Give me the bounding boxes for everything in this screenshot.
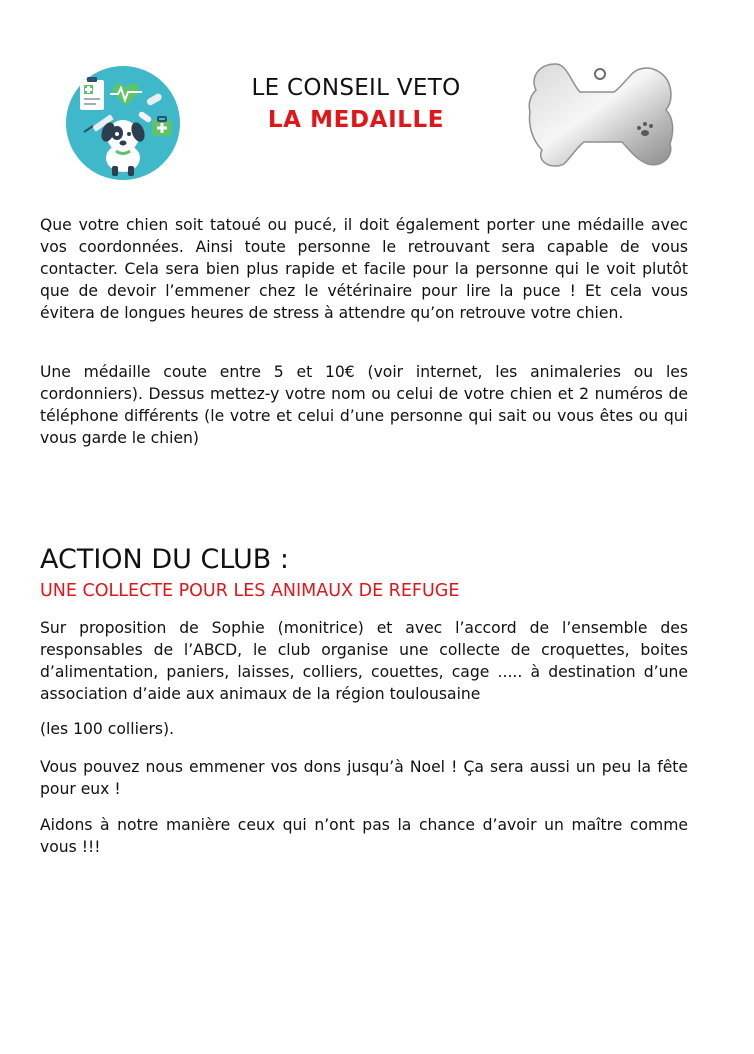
club-section-subtitle: UNE COLLECTE POUR LES ANIMAUX DE REFUGE <box>40 581 460 601</box>
medaille-text-2: Une médaille coute entre 5 et 10€ (voir internet, les animaleries ou les cordonniers). Dessus mettez-y votre nom ou celui de votre chien et 2 numéros de téléphone différents (le votre et celui d’une personne qui sait ou vous êtes ou qui vous garde le chien) <box>40 363 688 447</box>
title-block <box>200 72 512 136</box>
vet-clinic-icon <box>66 66 180 180</box>
medaille-text-1: Que votre chien soit tatoué ou pucé, il doit également porter une médaille avec vos coordonnées. Ainsi toute personne le retrouvant sera capable de vous contacter. Cela sera bien plus rapide et facile pour la personne qui le voit plutôt que de devoir l’emmener chez le vétérinaire pour lire la puce ! Et cela vous évitera de longues heures de stress à attendre qu’on retrouve votre chien. <box>40 216 688 322</box>
medaille-paragraph-2 <box>40 361 688 449</box>
bone-medal-icon <box>526 60 676 170</box>
medaille-paragraph-1 <box>40 214 688 324</box>
club-text-3: Vous pouvez nous emmener vos dons jusqu’à Noel ! Ça sera aussi un peu la fête pour eux ! <box>40 758 688 798</box>
club-paragraph-2 <box>40 718 688 740</box>
club-paragraph-1 <box>40 617 688 705</box>
club-paragraph-4 <box>40 814 688 858</box>
page-title: LE CONSEIL VETO <box>251 75 461 101</box>
club-paragraph-3 <box>40 756 688 800</box>
club-text-4: Aidons à notre manière ceux qui n’ont pas la chance d’avoir un maître comme vous !!! <box>40 816 688 856</box>
club-section-title: ACTION DU CLUB : <box>40 544 289 575</box>
club-text-1: Sur proposition de Sophie (monitrice) et avec l’accord de l’ensemble des responsables de l’ABCD, le club organise une collecte de croquettes, boites d’alimentation, paniers, laisses, colliers, couettes, cage ..... à destination d’une association d’aide aux animaux de la région toulousaine <box>40 619 688 703</box>
club-text-2: (les 100 colliers). <box>40 720 175 738</box>
page-subtitle: LA MEDAILLE <box>267 107 445 133</box>
